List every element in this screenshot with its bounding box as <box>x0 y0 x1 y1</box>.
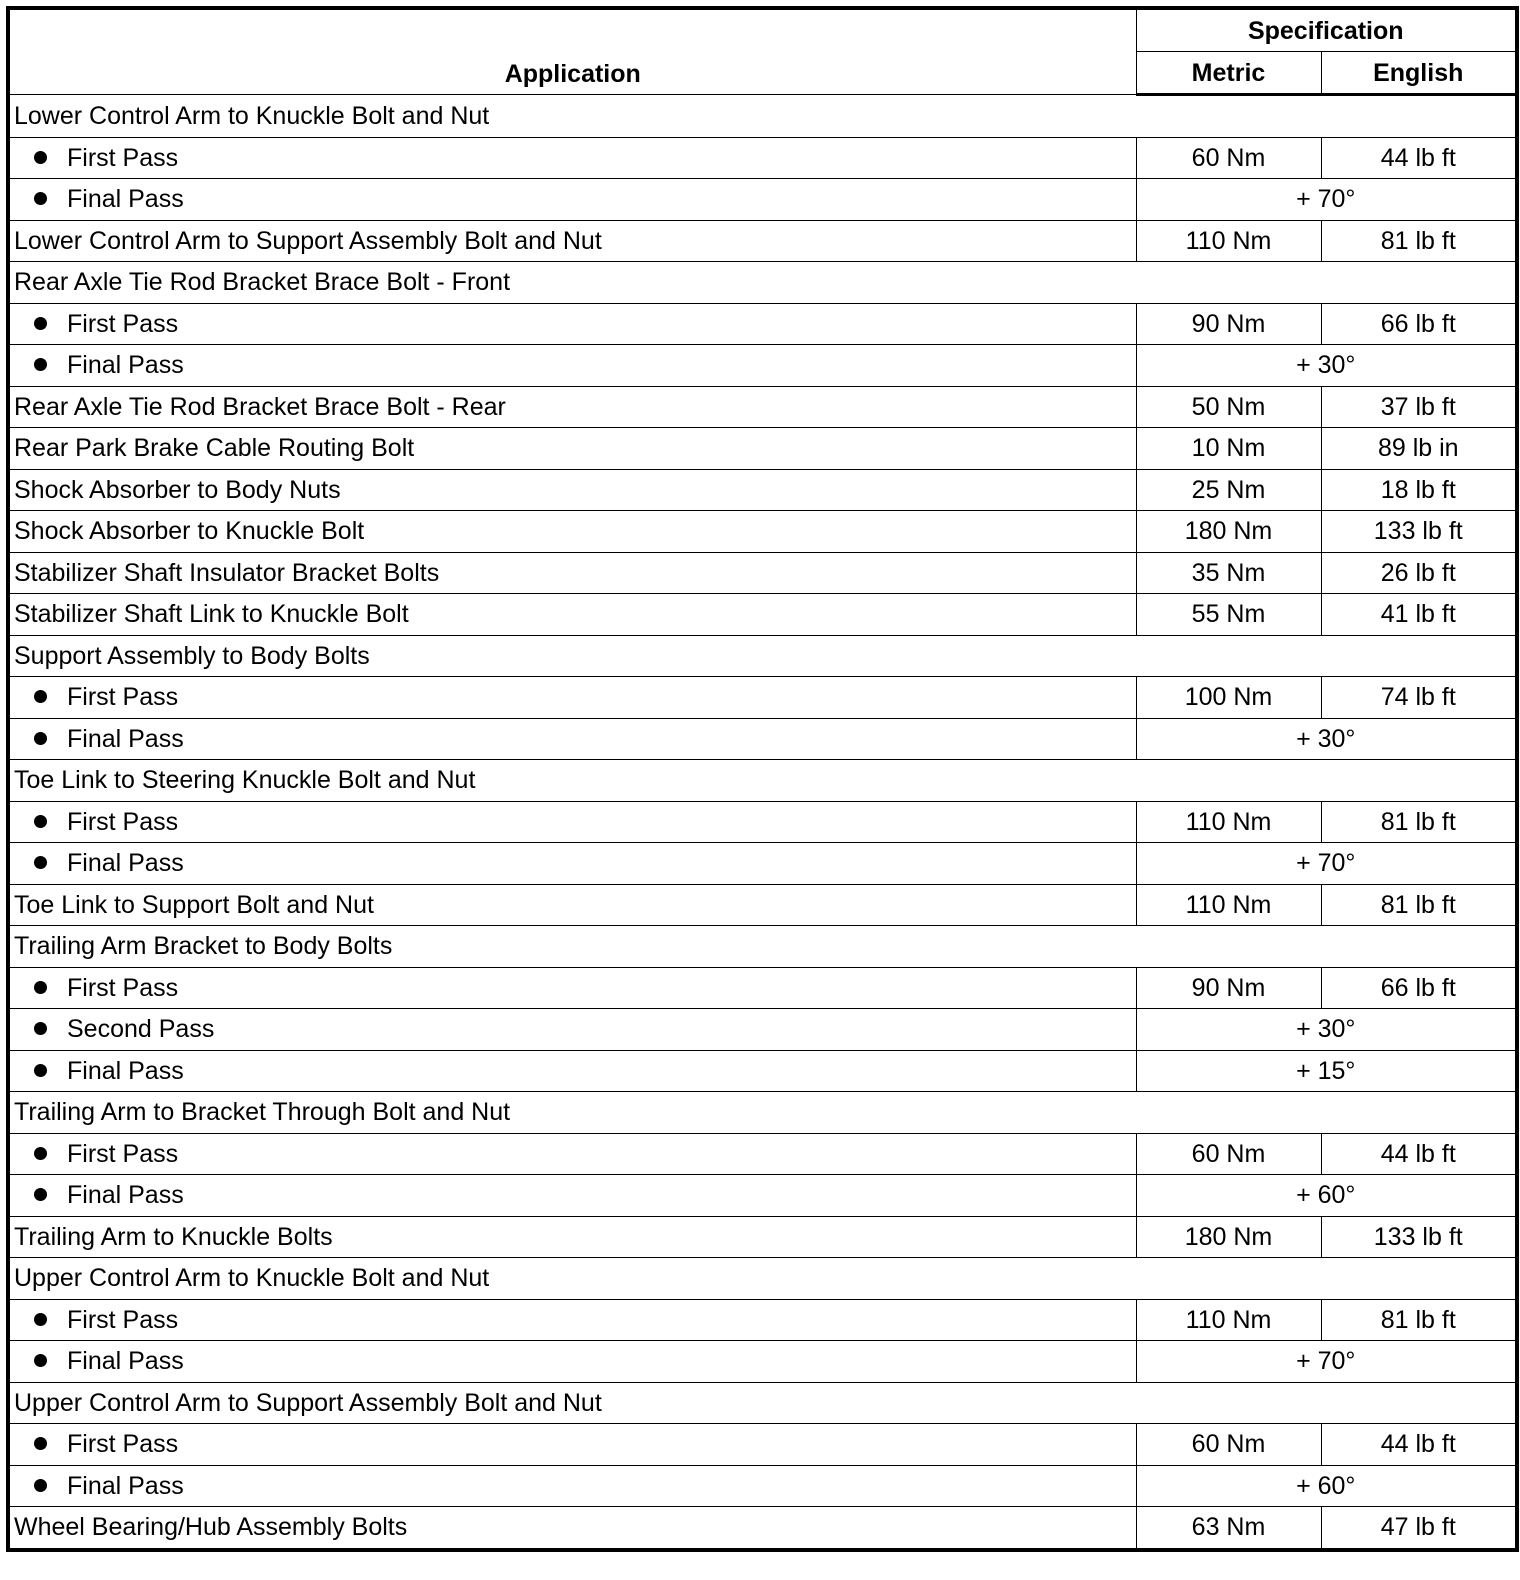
table-row <box>8 1299 1517 1341</box>
table-row <box>8 303 1517 345</box>
pass-label: Final Pass <box>67 1181 184 1210</box>
table-row <box>8 345 1517 387</box>
pass-cell <box>8 801 1136 843</box>
table-row <box>8 469 1517 511</box>
torque-spec-table <box>6 6 1519 1552</box>
angle-value: + 70° <box>1136 1341 1517 1383</box>
bullet-icon <box>34 1064 47 1077</box>
pass-label: Final Pass <box>67 1471 184 1500</box>
specification-header: Specification <box>1136 8 1517 52</box>
english-header: English <box>1321 52 1517 95</box>
bullet-icon <box>34 1022 47 1035</box>
pass-cell <box>8 1175 1136 1217</box>
bullet-icon <box>34 856 47 869</box>
metric-value: 110 Nm <box>1136 220 1321 262</box>
english-value: 74 lb ft <box>1321 677 1517 719</box>
english-value: 81 lb ft <box>1321 884 1517 926</box>
english-value: 133 lb ft <box>1321 511 1517 553</box>
pass-cell <box>8 1050 1136 1092</box>
table-row <box>8 262 1517 304</box>
pass-cell <box>8 137 1136 179</box>
table-row <box>8 1009 1517 1051</box>
english-value: 18 lb ft <box>1321 469 1517 511</box>
pass-label: First Pass <box>67 1305 179 1334</box>
application-label: Stabilizer Shaft Insulator Bracket Bolts <box>8 552 1136 594</box>
english-value: 89 lb in <box>1321 428 1517 470</box>
english-value: 81 lb ft <box>1321 1299 1517 1341</box>
angle-value: + 30° <box>1136 345 1517 387</box>
application-label: Wheel Bearing/Hub Assembly Bolts <box>8 1507 1136 1550</box>
group-label: Upper Control Arm to Support Assembly Bolt and Nut <box>8 1382 1517 1424</box>
metric-value: 10 Nm <box>1136 428 1321 470</box>
application-label: Trailing Arm to Knuckle Bolts <box>8 1216 1136 1258</box>
metric-value: 50 Nm <box>1136 386 1321 428</box>
pass-label: First Pass <box>67 1430 179 1459</box>
table-row <box>8 1341 1517 1383</box>
application-label: Rear Park Brake Cable Routing Bolt <box>8 428 1136 470</box>
bullet-icon <box>34 732 47 745</box>
table-row <box>8 1258 1517 1300</box>
pass-label: Second Pass <box>67 1015 215 1044</box>
table-row <box>8 179 1517 221</box>
table-row <box>8 1175 1517 1217</box>
metric-value: 25 Nm <box>1136 469 1321 511</box>
bullet-icon <box>34 358 47 371</box>
table-row <box>8 594 1517 636</box>
table-row <box>8 635 1517 677</box>
application-label: Stabilizer Shaft Link to Knuckle Bolt <box>8 594 1136 636</box>
metric-value: 35 Nm <box>1136 552 1321 594</box>
application-label: Shock Absorber to Knuckle Bolt <box>8 511 1136 553</box>
angle-value: + 15° <box>1136 1050 1517 1092</box>
table-row <box>8 718 1517 760</box>
bullet-icon <box>34 1188 47 1201</box>
bullet-icon <box>34 1147 47 1160</box>
bullet-icon <box>34 1354 47 1367</box>
english-value: 133 lb ft <box>1321 1216 1517 1258</box>
english-value: 81 lb ft <box>1321 220 1517 262</box>
table-body <box>8 95 1517 1550</box>
application-label: Shock Absorber to Body Nuts <box>8 469 1136 511</box>
bullet-icon <box>34 1313 47 1326</box>
pass-cell <box>8 1465 1136 1507</box>
metric-value: 100 Nm <box>1136 677 1321 719</box>
table-row <box>8 801 1517 843</box>
metric-value: 90 Nm <box>1136 967 1321 1009</box>
english-value: 26 lb ft <box>1321 552 1517 594</box>
pass-cell <box>8 718 1136 760</box>
bullet-icon <box>34 690 47 703</box>
table-row <box>8 843 1517 885</box>
metric-value: 60 Nm <box>1136 1133 1321 1175</box>
angle-value: + 70° <box>1136 843 1517 885</box>
metric-value: 110 Nm <box>1136 801 1321 843</box>
table-row <box>8 1465 1517 1507</box>
english-value: 44 lb ft <box>1321 137 1517 179</box>
pass-cell <box>8 967 1136 1009</box>
table-row <box>8 1092 1517 1134</box>
pass-label: First Pass <box>67 683 179 712</box>
bullet-icon <box>34 192 47 205</box>
table-row <box>8 967 1517 1009</box>
english-value: 66 lb ft <box>1321 967 1517 1009</box>
angle-value: + 70° <box>1136 179 1517 221</box>
pass-label: First Pass <box>67 807 179 836</box>
metric-value: 180 Nm <box>1136 511 1321 553</box>
bullet-icon <box>34 981 47 994</box>
pass-cell <box>8 1299 1136 1341</box>
pass-cell <box>8 345 1136 387</box>
english-value: 41 lb ft <box>1321 594 1517 636</box>
bullet-icon <box>34 815 47 828</box>
table-row <box>8 1216 1517 1258</box>
group-label: Lower Control Arm to Knuckle Bolt and Nut <box>8 95 1517 138</box>
angle-value: + 60° <box>1136 1465 1517 1507</box>
metric-value: 63 Nm <box>1136 1507 1321 1550</box>
pass-cell <box>8 1341 1136 1383</box>
table-row <box>8 1382 1517 1424</box>
table-row <box>8 511 1517 553</box>
table-row <box>8 137 1517 179</box>
pass-cell <box>8 677 1136 719</box>
metric-value: 180 Nm <box>1136 1216 1321 1258</box>
application-label: Toe Link to Support Bolt and Nut <box>8 884 1136 926</box>
pass-cell <box>8 303 1136 345</box>
bullet-icon <box>34 151 47 164</box>
table-row <box>8 428 1517 470</box>
table-row <box>8 95 1517 138</box>
pass-cell <box>8 1424 1136 1466</box>
table-row <box>8 552 1517 594</box>
pass-cell <box>8 843 1136 885</box>
pass-label: First Pass <box>67 973 179 1002</box>
pass-label: First Pass <box>67 143 179 172</box>
pass-cell <box>8 1133 1136 1175</box>
metric-value: 110 Nm <box>1136 1299 1321 1341</box>
pass-label: First Pass <box>67 1139 179 1168</box>
bullet-icon <box>34 317 47 330</box>
metric-value: 60 Nm <box>1136 137 1321 179</box>
metric-value: 55 Nm <box>1136 594 1321 636</box>
pass-label: First Pass <box>67 309 179 338</box>
table-row <box>8 760 1517 802</box>
pass-label: Final Pass <box>67 185 184 214</box>
angle-value: + 60° <box>1136 1175 1517 1217</box>
metric-header: Metric <box>1136 52 1321 95</box>
table-row <box>8 1507 1517 1550</box>
application-header: Application <box>8 8 1136 95</box>
table-row <box>8 220 1517 262</box>
table-row <box>8 926 1517 968</box>
english-value: 37 lb ft <box>1321 386 1517 428</box>
angle-value: + 30° <box>1136 718 1517 760</box>
table-row <box>8 386 1517 428</box>
group-label: Trailing Arm to Bracket Through Bolt and Nut <box>8 1092 1517 1134</box>
group-label: Upper Control Arm to Knuckle Bolt and Nut <box>8 1258 1517 1300</box>
metric-value: 60 Nm <box>1136 1424 1321 1466</box>
table-row <box>8 1050 1517 1092</box>
group-label: Rear Axle Tie Rod Bracket Brace Bolt - Front <box>8 262 1517 304</box>
metric-value: 110 Nm <box>1136 884 1321 926</box>
english-value: 66 lb ft <box>1321 303 1517 345</box>
table-row <box>8 677 1517 719</box>
table-header <box>8 8 1517 95</box>
english-value: 44 lb ft <box>1321 1133 1517 1175</box>
english-value: 81 lb ft <box>1321 801 1517 843</box>
table-row <box>8 884 1517 926</box>
angle-value: + 30° <box>1136 1009 1517 1051</box>
pass-cell <box>8 1009 1136 1051</box>
application-label: Rear Axle Tie Rod Bracket Brace Bolt - Rear <box>8 386 1136 428</box>
bullet-icon <box>34 1437 47 1450</box>
pass-label: Final Pass <box>67 351 184 380</box>
application-label: Lower Control Arm to Support Assembly Bolt and Nut <box>8 220 1136 262</box>
pass-label: Final Pass <box>67 1347 184 1376</box>
english-value: 47 lb ft <box>1321 1507 1517 1550</box>
metric-value: 90 Nm <box>1136 303 1321 345</box>
pass-label: Final Pass <box>67 724 184 753</box>
group-label: Trailing Arm Bracket to Body Bolts <box>8 926 1517 968</box>
table-row <box>8 1424 1517 1466</box>
table-row <box>8 1133 1517 1175</box>
group-label: Support Assembly to Body Bolts <box>8 635 1517 677</box>
pass-cell <box>8 179 1136 221</box>
bullet-icon <box>34 1479 47 1492</box>
group-label: Toe Link to Steering Knuckle Bolt and Nut <box>8 760 1517 802</box>
pass-label: Final Pass <box>67 1056 184 1085</box>
english-value: 44 lb ft <box>1321 1424 1517 1466</box>
pass-label: Final Pass <box>67 849 184 878</box>
